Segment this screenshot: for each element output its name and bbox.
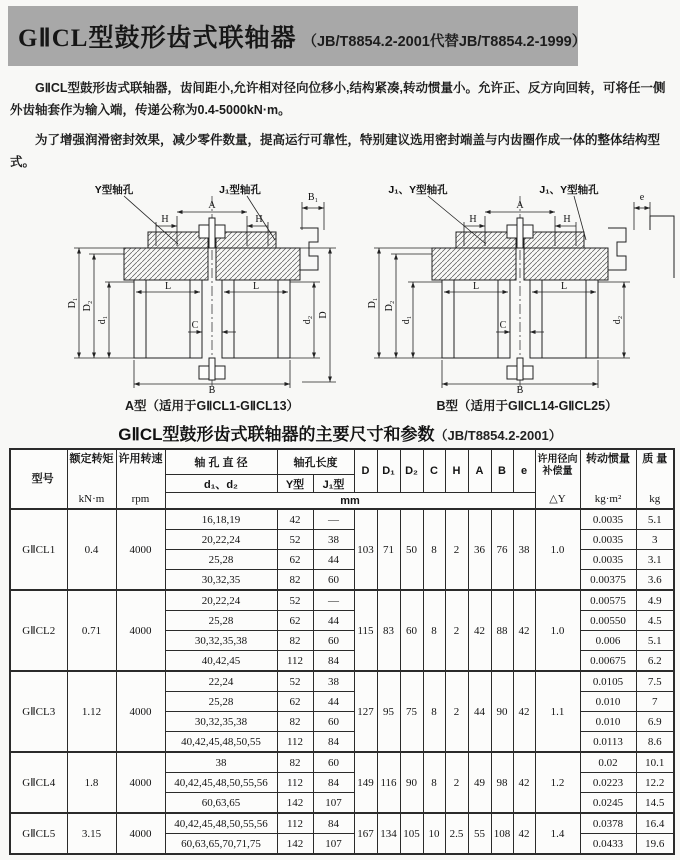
- cell-length-j1: 107: [313, 834, 354, 855]
- cell-inertia: 0.00675: [580, 651, 636, 672]
- spec-row: [10, 509, 674, 530]
- cell-inertia: 0.006: [580, 631, 636, 651]
- cell-inertia: 0.00375: [580, 570, 636, 591]
- table-title-main: GⅡCL型鼓形齿式联轴器的主要尺寸和参数: [118, 425, 435, 444]
- cell-C: 8: [423, 509, 445, 590]
- figure-b-drawing: [362, 182, 680, 394]
- cell-length-y: 112: [277, 773, 313, 793]
- cell-e: 42: [513, 752, 535, 813]
- cell-bore-diameters: 16,18,19: [165, 509, 277, 530]
- cell-mass: 19.6: [636, 834, 674, 855]
- col-header-D: D: [354, 449, 377, 493]
- figure-a: [62, 182, 362, 414]
- cell-D: 127: [354, 671, 377, 752]
- dim-D1: D₁: [67, 297, 78, 309]
- cell-torque: 3.15: [67, 813, 116, 854]
- cell-mass: 4.5: [636, 611, 674, 631]
- cell-inertia: 0.00550: [580, 611, 636, 631]
- dim-H-left: H: [161, 214, 169, 225]
- cell-mass: 3: [636, 530, 674, 550]
- cell-mass: 7.5: [636, 671, 674, 692]
- cell-length-y: 52: [277, 671, 313, 692]
- spec-table-body: [10, 509, 674, 854]
- cell-mass: 12.2: [636, 773, 674, 793]
- cell-e: 42: [513, 671, 535, 752]
- cell-D: 167: [354, 813, 377, 854]
- cell-bore-diameters: 60,63,65,70,71,75: [165, 834, 277, 855]
- figure-a-drawing: [62, 182, 362, 394]
- cell-length-j1: 60: [313, 570, 354, 591]
- cell-length-y: 112: [277, 651, 313, 672]
- cell-inertia: 0.02: [580, 752, 636, 773]
- cell-length-y: 62: [277, 550, 313, 570]
- cell-H: 2: [445, 509, 468, 590]
- cell-bore-diameters: 40,42,45,48,50,55,56: [165, 773, 277, 793]
- cell-D1: 83: [377, 590, 400, 671]
- cell-inertia: 0.0105: [580, 671, 636, 692]
- cell-speed: 4000: [116, 590, 165, 671]
- cell-speed: 4000: [116, 509, 165, 590]
- cell-B: 98: [491, 752, 513, 813]
- cell-e: 42: [513, 590, 535, 671]
- cell-bore-diameters: 22,24: [165, 671, 277, 692]
- cell-inertia: 0.0113: [580, 732, 636, 753]
- cell-D2: 90: [400, 752, 423, 813]
- cell-bore-diameters: 60,63,65: [165, 793, 277, 814]
- cell-length-j1: 44: [313, 611, 354, 631]
- cell-length-j1: 60: [313, 752, 354, 773]
- dim-B: B: [516, 385, 524, 394]
- cell-D1: 71: [377, 509, 400, 590]
- cell-dY: 1.4: [535, 813, 580, 854]
- cell-D: 149: [354, 752, 377, 813]
- cell-C: 8: [423, 671, 445, 752]
- col-header-B: B: [491, 449, 513, 493]
- label-j1-bore: J₁型轴孔: [219, 184, 261, 196]
- page-title-standard: （JB/T8854.2-2001代替JB/T8854.2-1999）: [302, 34, 587, 50]
- col-header-y-type: Y型: [277, 474, 313, 492]
- cell-length-j1: 84: [313, 773, 354, 793]
- cell-length-j1: 60: [313, 712, 354, 732]
- dim-d1: d₁: [97, 315, 108, 325]
- figure-b-caption: B型（适用于GⅡCL14-GⅡCL25）: [436, 399, 618, 413]
- cell-D: 103: [354, 509, 377, 590]
- cell-torque: 1.8: [67, 752, 116, 813]
- cell-B: 88: [491, 590, 513, 671]
- dim-B: B: [208, 385, 216, 394]
- table-title: [0, 420, 680, 445]
- col-header-mm: mm: [165, 493, 535, 509]
- cell-torque: 1.12: [67, 671, 116, 752]
- dim-L-left: L: [164, 281, 172, 292]
- cell-A: 42: [468, 590, 491, 671]
- dim-B1: B₁: [307, 192, 319, 203]
- title-banner: [8, 6, 587, 66]
- cell-model: GⅡCL2: [10, 590, 67, 671]
- spec-row: [10, 813, 674, 834]
- cell-A: 49: [468, 752, 491, 813]
- cell-e: 38: [513, 509, 535, 590]
- col-header-H: H: [445, 449, 468, 493]
- cell-bore-diameters: 30,32,35,38: [165, 712, 277, 732]
- intro-paragraph-2: 为了增强润滑密封效果，减少零件数量，提高运行可靠性，特别建议选用密封端盖与内齿圈作成一体的整体结构型式。: [10, 133, 661, 169]
- dim-A: A: [516, 200, 524, 211]
- dim-D2: D₂: [82, 300, 93, 312]
- cell-H: 2.5: [445, 813, 468, 854]
- cell-model: GⅡCL4: [10, 752, 67, 813]
- dim-D1: D₁: [367, 297, 378, 309]
- cell-length-j1: 38: [313, 530, 354, 550]
- cell-dY: 1.2: [535, 752, 580, 813]
- cell-inertia: 0.0035: [580, 550, 636, 570]
- cell-length-y: 82: [277, 712, 313, 732]
- col-header-torque: 额定转矩 kN·m: [67, 449, 116, 509]
- cell-length-j1: —: [313, 509, 354, 530]
- cell-torque: 0.71: [67, 590, 116, 671]
- cell-length-y: 112: [277, 813, 313, 834]
- cell-length-y: 82: [277, 570, 313, 591]
- cell-e: 42: [513, 813, 535, 854]
- cell-mass: 6.9: [636, 712, 674, 732]
- dim-e: e: [639, 192, 645, 203]
- spec-row: [10, 590, 674, 611]
- col-header-e: e: [513, 449, 535, 493]
- cell-bore-diameters: 38: [165, 752, 277, 773]
- cell-H: 2: [445, 590, 468, 671]
- cell-A: 36: [468, 509, 491, 590]
- cell-length-y: 42: [277, 509, 313, 530]
- page: [0, 6, 680, 860]
- cell-inertia: 0.0223: [580, 773, 636, 793]
- dim-D: D: [318, 311, 329, 319]
- cell-inertia: 0.010: [580, 712, 636, 732]
- cell-mass: 8.6: [636, 732, 674, 753]
- cell-mass: 16.4: [636, 813, 674, 834]
- cell-bore-diameters: 30,32,35: [165, 570, 277, 591]
- col-header-C: C: [423, 449, 445, 493]
- col-header-speed: 许用转速 rpm: [116, 449, 165, 509]
- figures-row: [62, 182, 680, 414]
- cell-C: 8: [423, 590, 445, 671]
- cell-speed: 4000: [116, 813, 165, 854]
- intro-section: [10, 78, 670, 173]
- cell-bore-diameters: 40,42,45: [165, 651, 277, 672]
- col-header-A: A: [468, 449, 491, 493]
- cell-D1: 116: [377, 752, 400, 813]
- dim-H-left: H: [469, 214, 477, 225]
- cell-B: 90: [491, 671, 513, 752]
- col-header-d1d2: d₁、d₂: [165, 474, 277, 492]
- cell-length-y: 52: [277, 530, 313, 550]
- spec-table: [9, 448, 675, 855]
- cell-length-y: 62: [277, 692, 313, 712]
- cell-inertia: 0.010: [580, 692, 636, 712]
- cell-length-j1: 84: [313, 732, 354, 753]
- cell-model: GⅡCL3: [10, 671, 67, 752]
- cell-length-j1: 60: [313, 631, 354, 651]
- cell-mass: 5.1: [636, 509, 674, 530]
- col-header-D1: D₁: [377, 449, 400, 493]
- label-j1y-bore-right: J₁、Y型轴孔: [539, 184, 599, 196]
- dim-D2: D₂: [384, 300, 395, 312]
- col-header-model: 型号: [10, 449, 67, 509]
- cell-length-j1: —: [313, 590, 354, 611]
- cell-C: 8: [423, 752, 445, 813]
- cell-H: 2: [445, 671, 468, 752]
- cell-length-y: 52: [277, 590, 313, 611]
- cell-model: GⅡCL5: [10, 813, 67, 854]
- cell-speed: 4000: [116, 752, 165, 813]
- cell-bore-diameters: 25,28: [165, 692, 277, 712]
- label-j1y-bore-left: J₁、Y型轴孔: [388, 184, 448, 196]
- label-y-bore: Y型轴孔: [94, 184, 134, 196]
- cell-D2: 75: [400, 671, 423, 752]
- dim-L-right: L: [560, 281, 568, 292]
- cell-D2: 50: [400, 509, 423, 590]
- cell-length-j1: 38: [313, 671, 354, 692]
- cell-dY: 1.0: [535, 590, 580, 671]
- cell-dY: 1.0: [535, 509, 580, 590]
- figure-b: [362, 182, 680, 414]
- cell-bore-diameters: 25,28: [165, 550, 277, 570]
- cell-length-y: 142: [277, 793, 313, 814]
- col-header-compensation: 许用径向 补偿量 △Y: [535, 449, 580, 509]
- cell-speed: 4000: [116, 671, 165, 752]
- col-header-bore-len: 轴孔长度: [277, 449, 354, 474]
- cell-bore-diameters: 40,42,45,48,50,55,56: [165, 813, 277, 834]
- cell-mass: 3.1: [636, 550, 674, 570]
- figure-a-caption: A型（适用于GⅡCL1-GⅡCL13）: [124, 399, 300, 413]
- cell-bore-diameters: 30,32,35,38: [165, 631, 277, 651]
- cell-length-y: 82: [277, 752, 313, 773]
- cell-length-y: 82: [277, 631, 313, 651]
- intro-paragraph-1: GⅡCL型鼓形齿式联轴器，齿间距小,允许相对径向位移小,结构紧凑,转动惯量小。允许正、反方向回转，可将任一侧外齿轴套作为输入端，传递公称为0.4-5000kN·m。: [10, 81, 666, 117]
- col-header-D2: D₂: [400, 449, 423, 493]
- dim-H-right: H: [255, 214, 263, 225]
- cell-inertia: 0.0433: [580, 834, 636, 855]
- cell-inertia: 0.0035: [580, 530, 636, 550]
- cell-inertia: 0.0378: [580, 813, 636, 834]
- cell-bore-diameters: 20,22,24: [165, 530, 277, 550]
- cell-A: 55: [468, 813, 491, 854]
- cell-torque: 0.4: [67, 509, 116, 590]
- cell-D1: 134: [377, 813, 400, 854]
- cell-D: 115: [354, 590, 377, 671]
- cell-D2: 105: [400, 813, 423, 854]
- cell-length-y: 142: [277, 834, 313, 855]
- col-header-j1-type: J₁型: [313, 474, 354, 492]
- dim-H-right: H: [563, 214, 571, 225]
- cell-B: 76: [491, 509, 513, 590]
- cell-length-j1: 84: [313, 813, 354, 834]
- dim-C: C: [191, 320, 199, 331]
- cell-length-j1: 44: [313, 692, 354, 712]
- cell-bore-diameters: 20,22,24: [165, 590, 277, 611]
- cell-dY: 1.1: [535, 671, 580, 752]
- cell-length-y: 112: [277, 732, 313, 753]
- cell-B: 108: [491, 813, 513, 854]
- cell-mass: 4.9: [636, 590, 674, 611]
- col-header-mass: 质 量 kg: [636, 449, 674, 509]
- dim-d2: d₂: [612, 315, 623, 325]
- cell-length-j1: 107: [313, 793, 354, 814]
- spec-table-head: [10, 449, 674, 509]
- dim-C: C: [499, 320, 507, 331]
- cell-length-y: 62: [277, 611, 313, 631]
- page-title: GⅡCL型鼓形齿式联轴器: [18, 25, 297, 52]
- cell-mass: 14.5: [636, 793, 674, 814]
- cell-mass: 6.2: [636, 651, 674, 672]
- cell-A: 44: [468, 671, 491, 752]
- cell-H: 2: [445, 752, 468, 813]
- cell-C: 10: [423, 813, 445, 854]
- cell-D1: 95: [377, 671, 400, 752]
- spec-row: [10, 671, 674, 692]
- cell-mass: 3.6: [636, 570, 674, 591]
- cell-mass: 7: [636, 692, 674, 712]
- col-header-inertia: 转动惯量 kg·m²: [580, 449, 636, 509]
- dim-L-right: L: [252, 281, 260, 292]
- cell-D2: 60: [400, 590, 423, 671]
- cell-inertia: 0.0245: [580, 793, 636, 814]
- dim-A: A: [208, 200, 216, 211]
- dim-L-left: L: [472, 281, 480, 292]
- dim-d1: d₁: [401, 315, 412, 325]
- cell-mass: 5.1: [636, 631, 674, 651]
- cell-bore-diameters: 40,42,45,48,50,55: [165, 732, 277, 753]
- cell-bore-diameters: 25,28: [165, 611, 277, 631]
- cell-model: GⅡCL1: [10, 509, 67, 590]
- cell-length-j1: 44: [313, 550, 354, 570]
- table-title-standard: （JB/T8854.2-2001）: [434, 428, 562, 443]
- dim-d2: d₂: [302, 315, 313, 325]
- spec-row: [10, 752, 674, 773]
- cell-mass: 10.1: [636, 752, 674, 773]
- cell-inertia: 0.00575: [580, 590, 636, 611]
- cell-inertia: 0.0035: [580, 509, 636, 530]
- col-header-bore-dia: 轴 孔 直 径: [165, 449, 277, 474]
- cell-length-j1: 84: [313, 651, 354, 672]
